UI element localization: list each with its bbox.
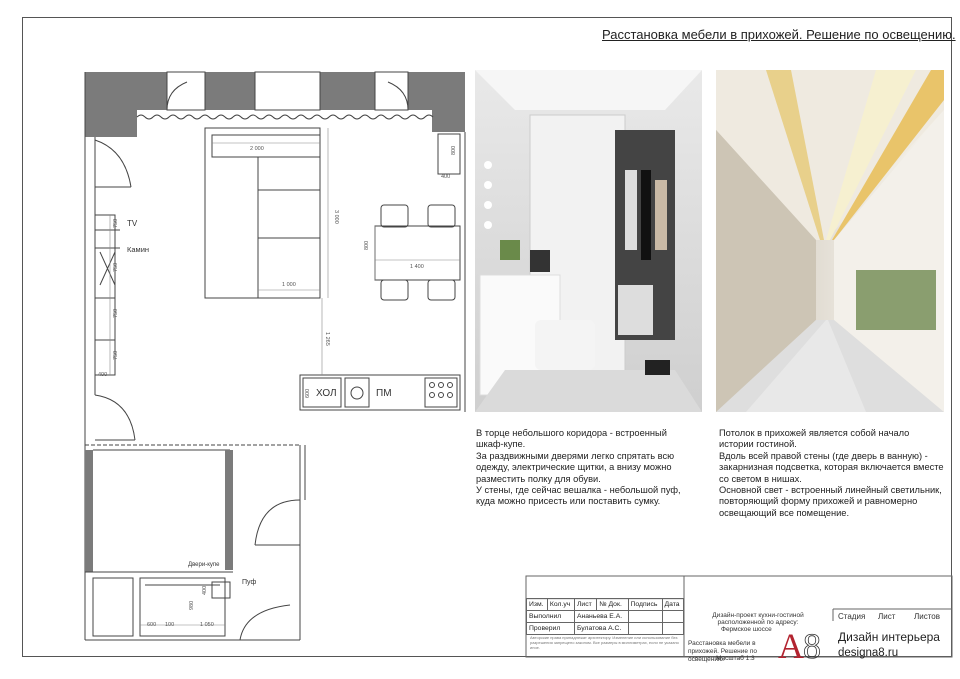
sheet-label: Лист bbox=[878, 612, 896, 621]
label-pouf: Пуф bbox=[242, 579, 257, 586]
desc-left-1: В торце небольшого коридора - встроенный шкаф-купе. bbox=[476, 428, 667, 450]
logo-8: 8 bbox=[803, 626, 821, 666]
dim-750-4: 750 bbox=[113, 350, 119, 360]
copyright-note: Авторские права принадлежат архитектору. Изменение или использование без разрешения запрещено законом. Все размеры в миллиметрах, если не указано иное. bbox=[530, 635, 679, 650]
description-left bbox=[476, 428, 696, 508]
dim-750-2: 750 bbox=[113, 262, 119, 272]
dim-3000: 3 000 bbox=[333, 210, 339, 224]
dim-600-kitchen: 600 bbox=[305, 388, 311, 398]
scale: Масштаб 1:3 bbox=[716, 655, 755, 662]
desc-right-3: Основной свет - встроенный линейный светильник, повторяющий форму прихожей и равномерно освещающий все помещение. bbox=[719, 485, 942, 518]
dim-100: 100 bbox=[165, 622, 175, 628]
project-name: Дизайн-проект кухни-гостиной расположенной по адресу: bbox=[712, 612, 804, 626]
brand-logo bbox=[778, 626, 834, 667]
dim-750-1: 750 bbox=[113, 218, 119, 228]
dim-750-3: 750 bbox=[113, 308, 119, 318]
dim-800-stand: 800 bbox=[451, 145, 457, 155]
desc-right-1: Потолок в прихожей является собой начало истории гостиной. bbox=[719, 428, 910, 450]
dim-980: 980 bbox=[189, 600, 195, 610]
sheet-name: Расстановка мебели в прихожей. Решение по освещению. bbox=[688, 640, 757, 663]
dim-1400: 1 400 bbox=[410, 264, 424, 270]
description-right bbox=[719, 428, 944, 519]
photo-corridor-lighting bbox=[716, 70, 944, 412]
sheet-title: Расстановка мебели в прихожей. Решение по освещению. bbox=[602, 27, 956, 42]
dim-400-pouf: 400 bbox=[202, 585, 208, 595]
dim-400-stand: 400 bbox=[441, 174, 451, 180]
project-address: Фермское шоссе bbox=[721, 626, 772, 633]
revision-table: Изм. Кол.уч Лист № Док. Подпись Дата Выполнил Ананьева Е.А. Проверил Булатова А.С. bbox=[526, 598, 684, 635]
sheets-label: Листов bbox=[914, 612, 940, 621]
label-dishwasher: ПМ bbox=[376, 388, 392, 399]
label-tv: TV bbox=[127, 219, 138, 228]
desc-left-2: За раздвижными дверями легко спрятать всю одежду, электрические щитки, а внизу можно разместить полку для обуви. bbox=[476, 450, 675, 484]
title-block bbox=[526, 576, 952, 663]
label-sliding-doors: Двери-купе bbox=[188, 562, 220, 568]
dim-600-bottom: 600 bbox=[147, 622, 157, 628]
label-fireplace: Камин bbox=[127, 245, 150, 254]
dim-1050: 1 050 bbox=[200, 622, 214, 628]
stage-label: Стадия bbox=[838, 612, 866, 621]
logo-a: A bbox=[778, 626, 804, 666]
brand-site: designa8.ru bbox=[838, 647, 899, 659]
dim-1265: 1 265 bbox=[324, 332, 330, 346]
label-fridge: ХОЛ bbox=[316, 388, 337, 399]
desc-right-2: Вдоль всей правой стены (где дверь в ванную) - закарнизная подсветка, которая включается вместе со светом в нишах. bbox=[719, 450, 944, 484]
desc-left-3: У стены, где сейчас вешалка - небольшой пуф, куда можно присесть или поставить сумку. bbox=[476, 485, 681, 507]
dim-800-table: 800 bbox=[364, 240, 370, 250]
dim-2000: 2 000 bbox=[250, 146, 264, 152]
dim-400-unit: 400 bbox=[98, 372, 108, 378]
photo-hall-wardrobe bbox=[475, 70, 702, 412]
dim-1000: 1 000 bbox=[282, 282, 296, 288]
brand-name: Дизайн интерьера bbox=[838, 630, 940, 644]
